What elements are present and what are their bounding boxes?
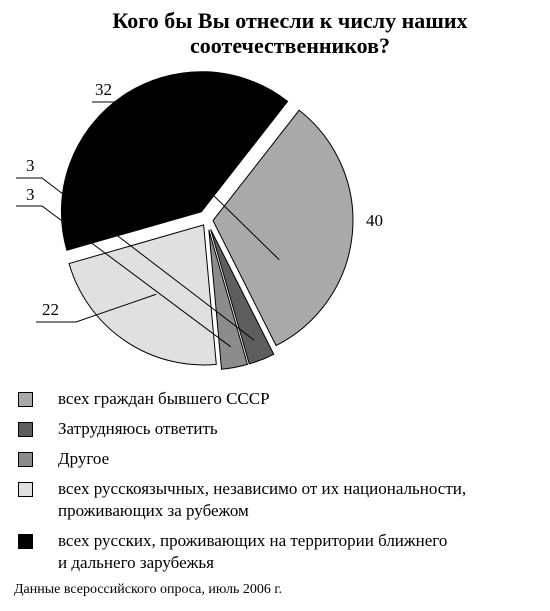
legend-label: всех граждан бывшего СССР [58, 389, 270, 408]
legend-item-former-ussr [14, 388, 544, 410]
legend-swatch [18, 534, 33, 549]
data-label-ethnic-russians: 40 [366, 211, 383, 230]
legend-swatch [18, 422, 33, 437]
legend-label-line-1: всех русских, проживающих на территории ближнего [58, 531, 448, 550]
chart-title-line-1: Кого бы Вы отнесли к числу наших [112, 8, 468, 33]
chart-legend [14, 388, 544, 582]
legend-label-line-2: и дальнего зарубежья [58, 553, 214, 572]
legend-label: Другое [58, 449, 110, 468]
legend-label: Затрудняюсь ответить [58, 419, 218, 438]
data-label-russian-speakers: 22 [42, 300, 59, 319]
source-footnote: Данные всероссийского опроса, июль 2006 г. [14, 582, 283, 597]
data-label-hard-to-say: 3 [26, 156, 35, 175]
chart-title-line-2: соотечественников? [190, 33, 390, 58]
legend-swatch [18, 452, 33, 467]
legend-swatch [18, 392, 33, 407]
legend-label-line-1: всех русскоязычных, независимо от их национальности, [58, 479, 467, 498]
legend-item-other [14, 448, 544, 470]
data-label-other: 3 [26, 185, 35, 204]
legend-swatch [18, 482, 33, 497]
legend-item-russian-speakers [14, 478, 544, 522]
legend-item-ethnic-russians [14, 530, 544, 574]
data-label-former-ussr: 32 [95, 80, 112, 99]
legend-item-hard-to-say [14, 418, 544, 440]
legend-label-line-2: проживающих за рубежом [58, 501, 249, 520]
